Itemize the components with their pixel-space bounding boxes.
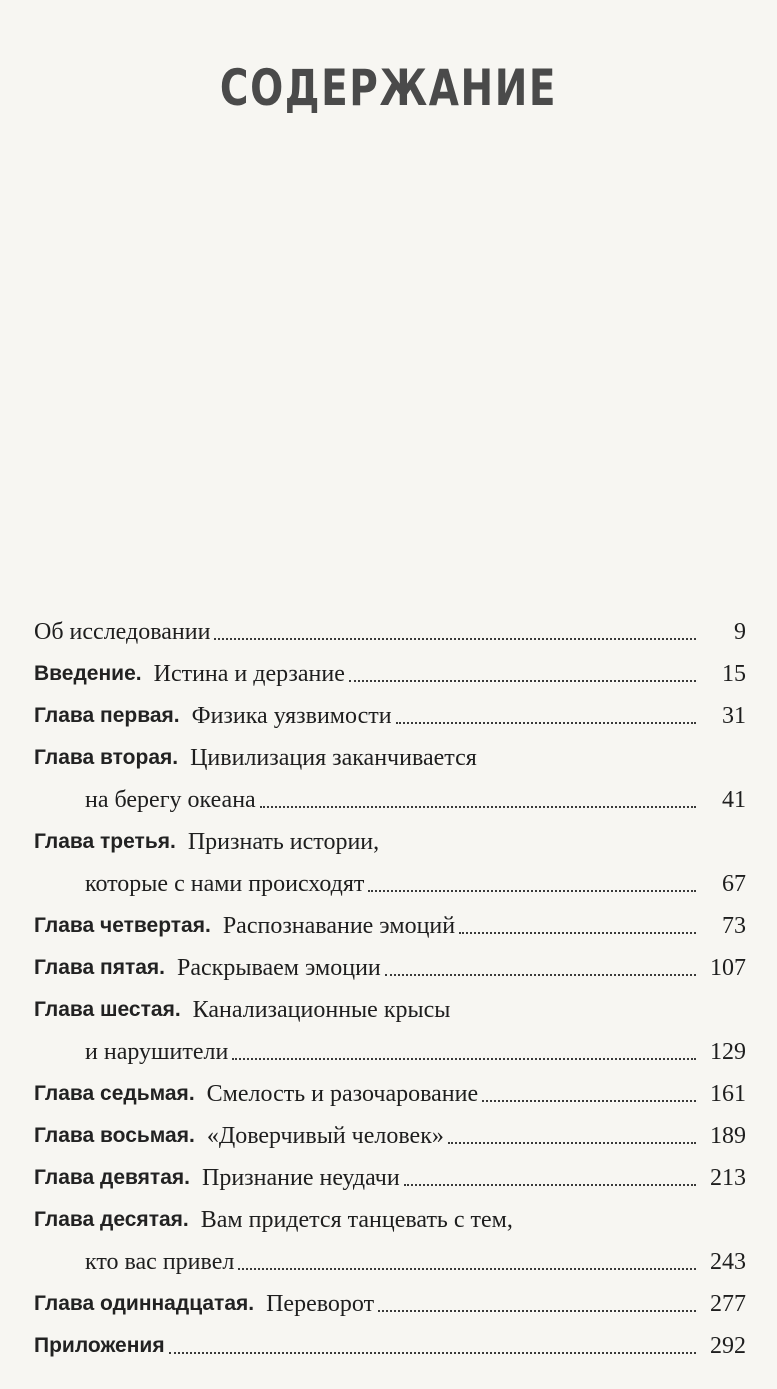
chapter-title: Распознавание эмоций — [222, 913, 456, 939]
toc-entry[interactable] — [34, 1195, 746, 1279]
page-number: 189 — [710, 1123, 746, 1149]
toc-line — [34, 691, 746, 733]
page-number: 15 — [722, 661, 746, 687]
toc-entry[interactable] — [34, 1279, 746, 1321]
table-of-contents — [34, 607, 746, 1363]
dot-leader — [482, 1100, 696, 1102]
toc-entry[interactable] — [34, 985, 746, 1069]
dot-leader — [396, 722, 696, 724]
chapter-title: Истина и дерзание — [153, 661, 345, 687]
dot-leader — [260, 806, 696, 808]
chapter-label: Глава первая. — [34, 704, 180, 727]
toc-line — [34, 985, 746, 1027]
chapter-label: Глава девятая. — [34, 1166, 190, 1189]
dot-leader — [232, 1058, 696, 1060]
dot-leader — [349, 680, 696, 682]
toc-entry[interactable] — [34, 1069, 746, 1111]
chapter-title-continuation: кто вас привел — [85, 1249, 235, 1275]
chapter-title: Смелость и разочарование — [206, 1081, 479, 1107]
chapter-title: «Доверчивый человек» — [206, 1123, 444, 1149]
chapter-title: Цивилизация заканчивается — [190, 745, 477, 771]
toc-entry[interactable] — [34, 1321, 746, 1363]
toc-entry[interactable] — [34, 1153, 746, 1195]
toc-line — [34, 1321, 746, 1363]
chapter-title: Переворот — [266, 1291, 375, 1317]
dot-leader — [214, 638, 696, 640]
page-number: 277 — [710, 1291, 746, 1317]
page-number: 129 — [710, 1039, 746, 1065]
toc-entry[interactable] — [34, 649, 746, 691]
chapter-label: Глава пятая. — [34, 956, 166, 979]
toc-line — [34, 1195, 746, 1237]
toc-line — [34, 901, 746, 943]
dot-leader — [169, 1352, 696, 1354]
chapter-title: Канализационные крысы — [192, 997, 451, 1023]
toc-entry[interactable] — [34, 691, 746, 733]
toc-entry[interactable] — [34, 817, 746, 901]
page-number: 41 — [722, 787, 746, 813]
page-number: 161 — [710, 1081, 746, 1107]
chapter-title-continuation: и нарушители — [85, 1039, 229, 1065]
toc-line — [34, 1279, 746, 1321]
toc-line-continuation — [34, 1027, 746, 1069]
page-number: 67 — [722, 871, 746, 897]
dot-leader — [459, 932, 696, 934]
page-title: СОДЕРЖАНИЕ — [219, 59, 558, 117]
chapter-title: Физика уязвимости — [191, 703, 392, 729]
toc-entry[interactable] — [34, 1111, 746, 1153]
toc-line — [34, 607, 746, 649]
toc-line-continuation — [34, 775, 746, 817]
toc-line — [34, 817, 746, 859]
toc-line — [34, 649, 746, 691]
dot-leader — [368, 890, 696, 892]
page-number: 107 — [710, 955, 746, 981]
page-number: 213 — [710, 1165, 746, 1191]
chapter-title: Признать истории, — [187, 829, 380, 855]
dot-leader — [448, 1142, 696, 1144]
chapter-title: Раскрываем эмоции — [177, 955, 381, 981]
page-number: 73 — [722, 913, 746, 939]
page-number: 9 — [734, 619, 746, 645]
chapter-title-continuation: на берегу океана — [85, 787, 256, 813]
dot-leader — [378, 1310, 696, 1312]
toc-line-continuation — [34, 859, 746, 901]
chapter-label: Глава одиннадцатая. — [34, 1292, 255, 1315]
chapter-label: Глава вторая. — [34, 746, 179, 769]
toc-line — [34, 733, 746, 775]
chapter-title: Вам придется танцевать с тем, — [200, 1207, 513, 1233]
page-number: 31 — [722, 703, 746, 729]
chapter-title: Признание неудачи — [201, 1165, 400, 1191]
chapter-label: Глава четвертая. — [34, 914, 211, 937]
toc-line — [34, 943, 746, 985]
chapter-label: Глава восьмая. — [34, 1124, 195, 1147]
page-number: 243 — [710, 1249, 746, 1275]
toc-line — [34, 1069, 746, 1111]
toc-entry[interactable] — [34, 943, 746, 985]
toc-line-continuation — [34, 1237, 746, 1279]
toc-entry[interactable] — [34, 607, 746, 649]
chapter-label: Глава седьмая. — [34, 1082, 195, 1105]
page-number: 292 — [710, 1333, 746, 1359]
chapter-label: Глава третья. — [34, 830, 176, 853]
dot-leader — [385, 974, 696, 976]
toc-line — [34, 1153, 746, 1195]
chapter-label: Приложения — [34, 1334, 165, 1357]
chapter-label: Введение. — [34, 662, 142, 685]
chapter-label: Глава десятая. — [34, 1208, 189, 1231]
chapter-title-continuation: которые с нами происходят — [85, 871, 365, 897]
chapter-label: Глава шестая. — [34, 998, 181, 1021]
toc-line — [34, 1111, 746, 1153]
chapter-title: Об исследовании — [34, 619, 211, 645]
dot-leader — [238, 1268, 696, 1270]
dot-leader — [404, 1184, 696, 1186]
toc-entry[interactable] — [34, 901, 746, 943]
toc-entry[interactable] — [34, 733, 746, 817]
